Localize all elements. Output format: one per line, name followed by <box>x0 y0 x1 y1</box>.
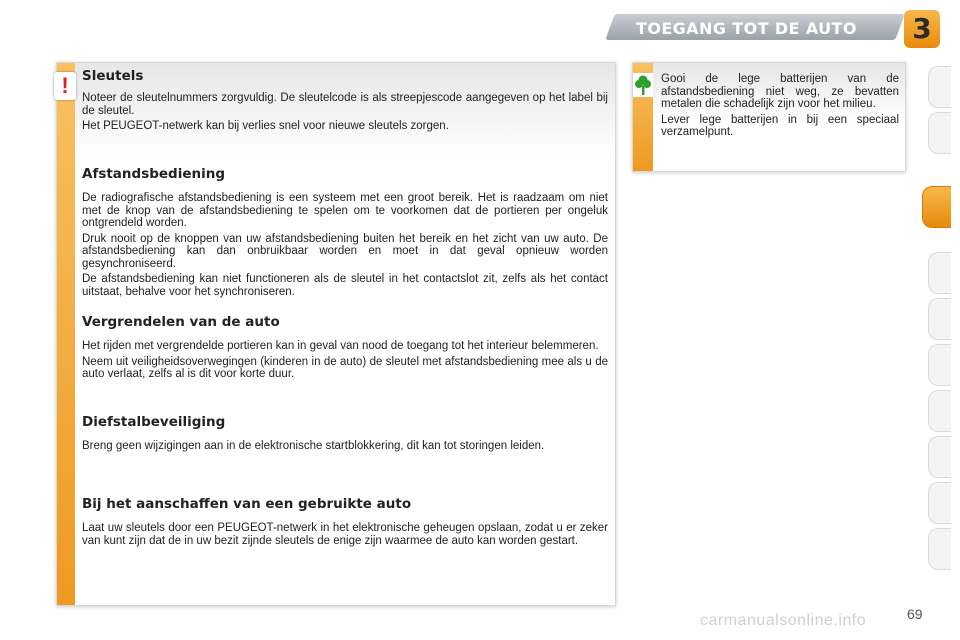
environment-info-panel <box>632 62 906 172</box>
section-afstandsbediening <box>82 166 608 301</box>
paragraph: Laat uw sleutels door een PEUGEOT-netwerk in het elektronische geheugen opslaan, zodat u er zeker van kunt zijn dat de in uw bezit zijnde sleutels de enige zijn waarmee de auto kan worden gestart. <box>82 522 608 547</box>
page-number: 69 <box>907 606 923 622</box>
chapter-tab-1[interactable] <box>928 66 951 108</box>
chapter-tab-10[interactable] <box>928 528 951 570</box>
section-title: Diefstalbeveiliging <box>82 414 226 430</box>
section-vergrendelen <box>82 314 608 384</box>
paragraph: De afstandsbediening kan niet functioneren als de sleutel in het contactslot zit, zelfs als het contact uitstaat, behalve voor het synchroniseren. <box>82 273 608 298</box>
chapter-title: TOEGANG TOT DE AUTO <box>636 19 857 38</box>
paragraph: Lever lege batterijen in bij een speciaal verzamelpunt. <box>661 113 899 138</box>
chapter-tab-6[interactable] <box>928 344 951 386</box>
paragraph: Breng geen wijzigingen aan in de elektronische startblokkering, dit kan tot storingen leiden. <box>82 440 545 452</box>
chapter-tab-9[interactable] <box>928 482 951 524</box>
section-gebruikte-auto <box>82 496 608 550</box>
section-title: Vergrendelen van de auto <box>82 314 280 330</box>
paragraph: Het PEUGEOT-netwerk kan bij verlies snel voor nieuwe sleutels zorgen. <box>82 120 449 132</box>
panel-accent-stripe <box>57 63 75 605</box>
chapter-tab-8[interactable] <box>928 436 951 478</box>
paragraph: Het rijden met vergrendelde portieren kan in geval van nood de toegang tot het interieur belemmeren. <box>82 340 599 352</box>
paragraph: Gooi de lege batterijen van de afstandsbediening niet weg, ze bevatten metalen die schadelijk zijn voor het milieu. <box>661 73 899 110</box>
section-title: Sleutels <box>82 68 144 84</box>
eco-tree-icon <box>633 73 653 97</box>
warning-icon: ! <box>54 72 76 100</box>
watermark: carmanualsonline.info <box>700 612 867 629</box>
info-text <box>661 73 899 142</box>
section-diefstalbeveiliging <box>82 414 608 456</box>
chapter-tab-5[interactable] <box>928 298 951 340</box>
section-title: Afstandsbediening <box>82 166 226 182</box>
chapter-number-badge: 3 <box>904 10 940 48</box>
paragraph: Noteer de sleutelnummers zorgvuldig. De sleutelcode is als streepjescode aangegeven op het label bij de sleutel. <box>82 92 608 117</box>
chapter-tabs <box>928 66 952 576</box>
chapter-tab-3-active[interactable] <box>922 186 951 228</box>
paragraph: Neem uit veiligheidsoverwegingen (kinderen in de auto) de sleutel met afstandsbediening mee als u de auto verlaat, zelfs al is dit voor korte duur. <box>82 355 608 380</box>
paragraph: De radiografische afstandsbediening is een systeem met een groot bereik. Het is raadzaam om niet met de knop van de afstandsbediening te spelen om te voorkomen dat de portieren per ongeluk ontgrendeld worden. <box>82 192 608 229</box>
section-title: Bij het aanschaffen van een gebruikte auto <box>82 496 412 512</box>
paragraph: Druk nooit op de knoppen van uw afstandsbediening buiten het bereik en het zicht van uw auto. De afstandsbediening kan dan onbruikbaar worden en moet in dat geval opnieuw worden gesynchroniseerd. <box>82 232 608 270</box>
chapter-tab-2[interactable] <box>928 112 951 154</box>
chapter-tab-7[interactable] <box>928 390 951 432</box>
chapter-tab-4[interactable] <box>928 252 951 294</box>
chapter-header <box>590 8 932 48</box>
section-sleutels <box>82 68 608 136</box>
